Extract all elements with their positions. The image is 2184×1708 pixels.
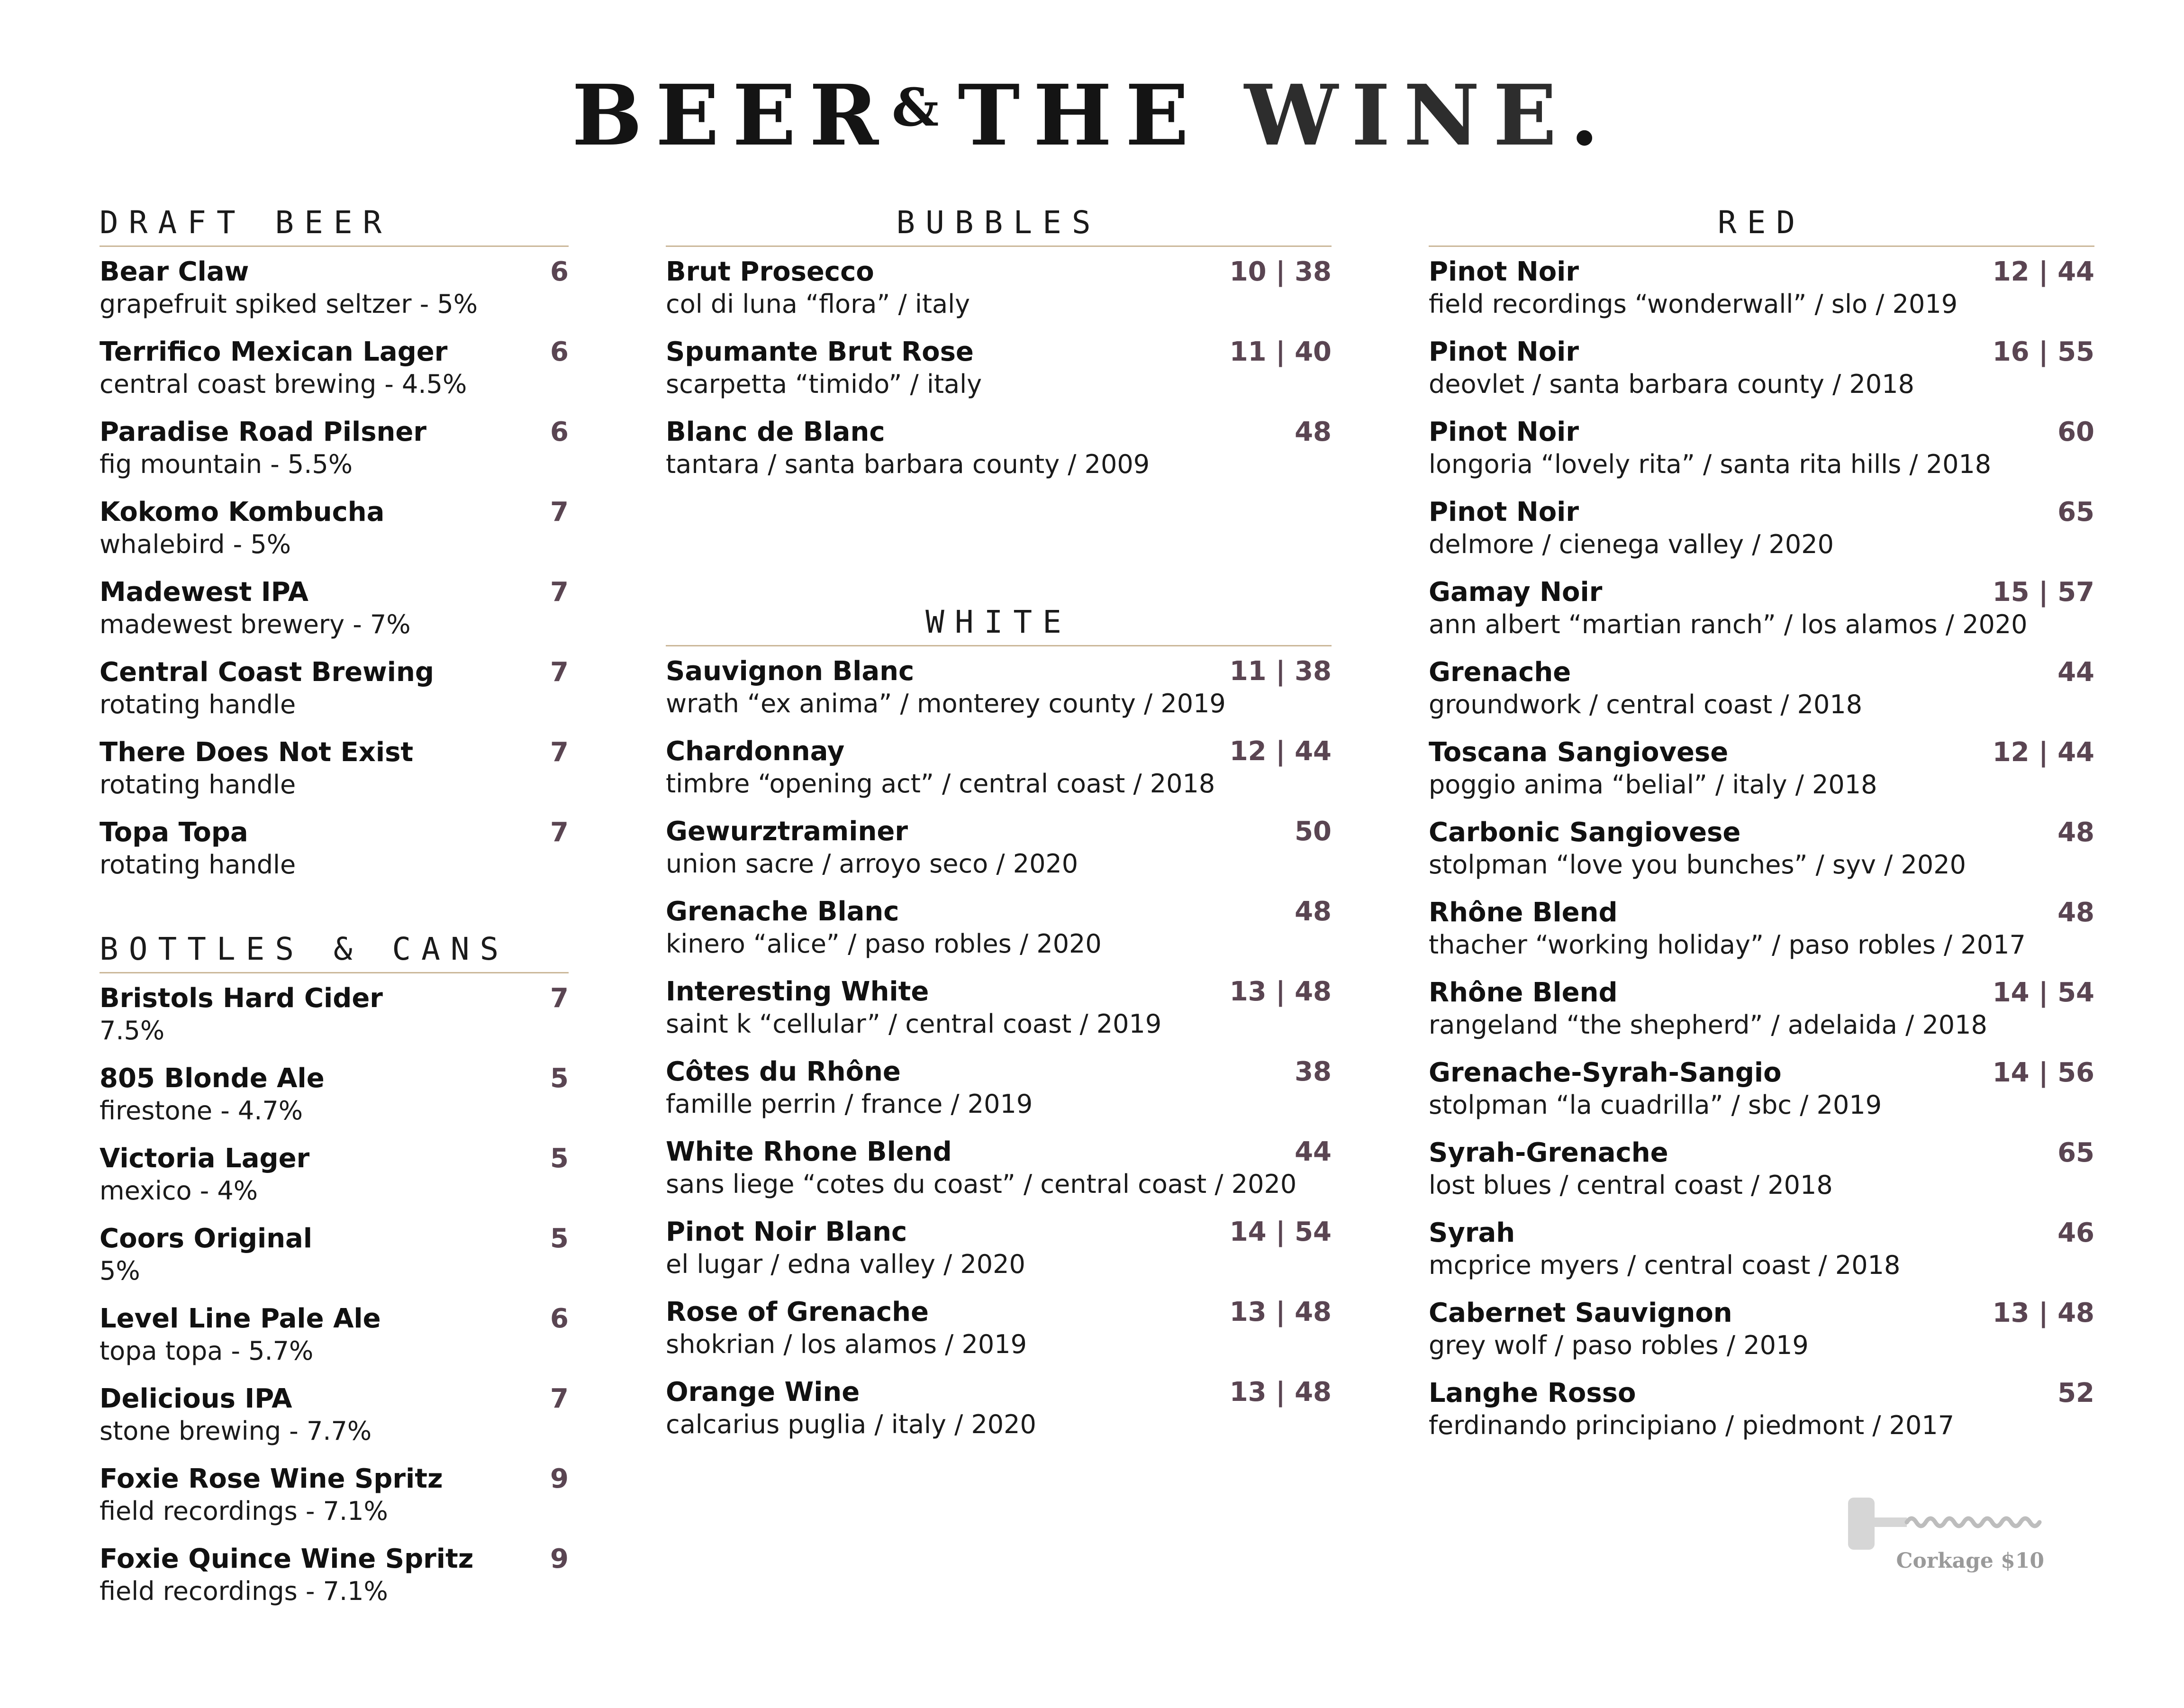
item-description: grapefruit spiked seltzer - 5% [100, 289, 478, 319]
item-price: 12 | 44 [1992, 256, 2094, 287]
item-price: 50 [1295, 816, 1332, 847]
item-description: ann albert “martian ranch” / los alamos / 2020 [1429, 609, 2028, 639]
item-description: madewest brewery - 7% [100, 609, 411, 639]
item-description: field recordings “wonderwall” / slo / 2019 [1429, 289, 1958, 319]
item-name: Brut Prosecco [666, 256, 874, 287]
item-name: Toscana Sangiovese [1429, 737, 1729, 768]
item-name: Terrifico Mexican Lager [100, 336, 448, 367]
item-price: 44 [1295, 1136, 1332, 1167]
item-price: 5 [550, 1143, 569, 1174]
item-price: 65 [2057, 497, 2094, 527]
item-name: Rose of Grenache [666, 1297, 929, 1327]
bottles-cans-title: BOTTLES & CANS [100, 930, 569, 973]
item-description: grey wolf / paso robles / 2019 [1429, 1330, 1809, 1360]
item-description: thacher “working holiday” / paso robles / 2017 [1429, 930, 2026, 960]
item-name: Level Line Pale Ale [100, 1303, 381, 1334]
menu-item [100, 1222, 569, 1302]
item-description: wrath “ex anima” / monterey county / 2019 [666, 689, 1226, 718]
item-price: 38 [1295, 1056, 1332, 1087]
item-name: Pinot Noir [1429, 417, 1579, 447]
item-description: tantara / santa barbara county / 2009 [666, 449, 1150, 479]
logo-wine: WINE [1244, 66, 1570, 164]
item-description: mexico - 4% [100, 1176, 258, 1206]
item-name: Victoria Lager [100, 1143, 310, 1174]
bottles-cans-section [100, 930, 569, 1623]
item-description: rotating handle [100, 850, 296, 880]
item-description: stone brewing - 7.7% [100, 1416, 372, 1446]
item-price: 5 [550, 1223, 569, 1254]
menu-item [100, 255, 569, 336]
menu-item [666, 895, 1332, 975]
item-price: 12 | 44 [1229, 736, 1332, 767]
bubbles-list [666, 255, 1332, 496]
menu-item [100, 416, 569, 496]
logo-beer: BEER [571, 66, 892, 164]
menu-item [1429, 1056, 2094, 1136]
item-description: stolpman “la cuadrilla” / sbc / 2019 [1429, 1090, 1882, 1120]
item-name: Orange Wine [666, 1377, 860, 1408]
bubbles-title: BUBBLES [666, 204, 1332, 247]
item-price: 5 [550, 1063, 569, 1094]
item-description: timbre “opening act” / central coast / 2018 [666, 769, 1215, 799]
item-name: Interesting White [666, 976, 929, 1007]
item-price: 13 | 48 [1992, 1298, 2094, 1328]
menu-item [666, 815, 1332, 895]
item-name: Chardonnay [666, 736, 845, 767]
item-price: 60 [2057, 417, 2094, 447]
menu-item [100, 1302, 569, 1382]
item-description: saint k “cellular” / central coast / 2019 [666, 1009, 1162, 1039]
menu-item [100, 736, 569, 816]
item-price: 7 [550, 817, 569, 848]
item-price: 48 [1295, 417, 1332, 447]
corkscrew-icon [1848, 1498, 2047, 1550]
white-list [666, 655, 1332, 1456]
item-name: Carbonic Sangiovese [1429, 817, 1741, 848]
item-price: 52 [2057, 1378, 2094, 1408]
menu-item [1429, 816, 2094, 896]
item-name: White Rhone Blend [666, 1136, 952, 1167]
red-title: RED [1429, 204, 2094, 247]
logo-dot: . [1570, 66, 1613, 164]
item-name: Rhône Blend [1429, 897, 1618, 928]
item-price: 15 | 57 [1992, 577, 2094, 608]
menu-item [100, 1543, 569, 1623]
item-description: rangeland “the shepherd” / adelaida / 2018 [1429, 1010, 1987, 1040]
item-description: field recordings - 7.1% [100, 1576, 388, 1606]
menu-item [666, 735, 1332, 815]
item-name: Rhône Blend [1429, 977, 1618, 1008]
item-description: poggio anima “belial” / italy / 2018 [1429, 770, 1877, 799]
item-description: field recordings - 7.1% [100, 1496, 388, 1526]
item-name: Spumante Brut Rose [666, 336, 974, 367]
item-price: 48 [2057, 897, 2094, 928]
corkage-badge [1848, 1498, 2047, 1573]
menu-item [1429, 576, 2094, 656]
item-description: 7.5% [100, 1016, 165, 1045]
menu-item [666, 975, 1332, 1055]
item-price: 16 | 55 [1992, 336, 2094, 367]
menu-item [100, 1382, 569, 1463]
item-name: Paradise Road Pilsner [100, 417, 427, 447]
item-name: Bristols Hard Cider [100, 983, 383, 1014]
item-price: 7 [550, 983, 569, 1014]
item-description: el lugar / edna valley / 2020 [666, 1249, 1025, 1279]
menu-item [666, 416, 1332, 496]
item-name: Foxie Rose Wine Spritz [100, 1463, 443, 1494]
menu-item [666, 336, 1332, 416]
item-price: 65 [2057, 1137, 2094, 1168]
item-price: 46 [2057, 1217, 2094, 1248]
item-name: Gewurztraminer [666, 816, 908, 847]
draft-beer-list [100, 255, 569, 896]
item-name: Blanc de Blanc [666, 417, 885, 447]
menu-item [1429, 896, 2094, 976]
menu-item [666, 1216, 1332, 1296]
item-price: 7 [550, 737, 569, 768]
white-title: WHITE [666, 603, 1332, 646]
item-price: 6 [550, 417, 569, 447]
item-name: Syrah [1429, 1217, 1515, 1248]
item-name: Kokomo Kombucha [100, 497, 385, 527]
menu-item [666, 1376, 1332, 1456]
item-name: Grenache Blanc [666, 896, 899, 927]
item-description: sans liege “cotes du coast” / central coast / 2020 [666, 1169, 1297, 1199]
logo-ampersand: & [892, 77, 958, 138]
item-name: Grenache [1429, 657, 1571, 688]
menu-item [100, 496, 569, 576]
item-price: 14 | 54 [1229, 1217, 1332, 1247]
item-price: 13 | 48 [1229, 976, 1332, 1007]
item-description: shokrian / los alamos / 2019 [666, 1329, 1027, 1359]
menu-item [100, 1142, 569, 1222]
item-price: 7 [550, 497, 569, 527]
item-price: 9 [550, 1544, 569, 1574]
item-price: 7 [550, 1383, 569, 1414]
item-name: Gamay Noir [1429, 577, 1603, 608]
item-name: Coors Original [100, 1223, 313, 1254]
menu-item [1429, 416, 2094, 496]
menu-item [1429, 1297, 2094, 1377]
menu-item [100, 1062, 569, 1142]
item-name: 805 Blonde Ale [100, 1063, 325, 1094]
item-name: Pinot Noir [1429, 497, 1579, 527]
item-price: 11 | 40 [1229, 336, 1332, 367]
menu-item [100, 336, 569, 416]
item-price: 14 | 56 [1992, 1057, 2094, 1088]
item-description: scarpetta “timido” / italy [666, 369, 982, 399]
corkage-label: Corkage $10 [1896, 1549, 2044, 1573]
menu-item [666, 1296, 1332, 1376]
red-list [1429, 255, 2094, 1457]
item-description: stolpman “love you bunches” / syv / 2020 [1429, 850, 1966, 880]
menu-item [1429, 1136, 2094, 1217]
item-name: Grenache-Syrah-Sangio [1429, 1057, 1782, 1088]
draft-beer-section [100, 204, 569, 896]
item-price: 44 [2057, 657, 2094, 688]
item-price: 13 | 48 [1229, 1297, 1332, 1327]
item-description: kinero “alice” / paso robles / 2020 [666, 929, 1102, 959]
item-price: 7 [550, 657, 569, 688]
item-description: famille perrin / france / 2019 [666, 1089, 1033, 1119]
item-name: Topa Topa [100, 817, 248, 848]
item-price: 12 | 44 [1992, 737, 2094, 768]
logo-the: THE [958, 66, 1202, 164]
item-name: Central Coast Brewing [100, 657, 434, 688]
item-price: 6 [550, 336, 569, 367]
item-price: 6 [550, 1303, 569, 1334]
item-description: whalebird - 5% [100, 529, 291, 559]
menu-item [1429, 1377, 2094, 1457]
item-description: rotating handle [100, 690, 296, 719]
item-name: Bear Claw [100, 256, 249, 287]
item-description: rotating handle [100, 770, 296, 799]
item-description: longoria “lovely rita” / santa rita hills / 2018 [1429, 449, 1992, 479]
item-description: union sacre / arroyo seco / 2020 [666, 849, 1078, 879]
item-description: calcarius puglia / italy / 2020 [666, 1409, 1036, 1439]
item-description: central coast brewing - 4.5% [100, 369, 467, 399]
menu-item [666, 255, 1332, 336]
item-name: Foxie Quince Wine Spritz [100, 1544, 474, 1574]
item-name: Langhe Rosso [1429, 1378, 1636, 1408]
item-description: delmore / cienega valley / 2020 [1429, 529, 1834, 559]
item-description: fig mountain - 5.5% [100, 449, 353, 479]
item-name: Delicious IPA [100, 1383, 292, 1414]
menu-item [666, 1136, 1332, 1216]
menu-item [1429, 976, 2094, 1056]
menu-item [1429, 336, 2094, 416]
menu-item [100, 576, 569, 656]
item-price: 10 | 38 [1229, 256, 1332, 287]
menu-item [1429, 255, 2094, 336]
menu-item [100, 656, 569, 736]
item-description: topa topa - 5.7% [100, 1336, 314, 1366]
menu-item [100, 1463, 569, 1543]
red-section [1429, 204, 2094, 1457]
item-price: 11 | 38 [1229, 656, 1332, 687]
item-description: ferdinando principiano / piedmont / 2017 [1429, 1410, 1955, 1440]
menu-item [666, 655, 1332, 735]
item-name: Syrah-Grenache [1429, 1137, 1668, 1168]
item-description: mcprice myers / central coast / 2018 [1429, 1250, 1901, 1280]
item-description: 5% [100, 1256, 140, 1286]
item-name: Sauvignon Blanc [666, 656, 915, 687]
item-description: col di luna “flora” / italy [666, 289, 970, 319]
item-name: There Does Not Exist [100, 737, 414, 768]
item-name: Pinot Noir Blanc [666, 1217, 907, 1247]
item-name: Pinot Noir [1429, 256, 1579, 287]
menu-logo [0, 66, 2184, 164]
white-section [666, 603, 1332, 1456]
item-name: Cabernet Sauvignon [1429, 1298, 1732, 1328]
item-price: 48 [2057, 817, 2094, 848]
item-name: Madewest IPA [100, 577, 308, 608]
draft-beer-title: DRAFT BEER [100, 204, 569, 247]
item-price: 6 [550, 256, 569, 287]
menu-item [1429, 736, 2094, 816]
item-price: 13 | 48 [1229, 1377, 1332, 1408]
menu-item [1429, 656, 2094, 736]
bottles-cans-list [100, 982, 569, 1623]
item-description: deovlet / santa barbara county / 2018 [1429, 369, 1914, 399]
item-description: groundwork / central coast / 2018 [1429, 690, 1863, 719]
item-price: 48 [1295, 896, 1332, 927]
item-description: firestone - 4.7% [100, 1096, 303, 1126]
menu-item [666, 1055, 1332, 1136]
menu-item [100, 816, 569, 896]
bubbles-section [666, 204, 1332, 496]
item-price: 7 [550, 577, 569, 608]
menu-item [100, 982, 569, 1062]
item-price: 9 [550, 1463, 569, 1494]
item-description: lost blues / central coast / 2018 [1429, 1170, 1833, 1200]
menu-item [1429, 1217, 2094, 1297]
menu-item [1429, 496, 2094, 576]
item-price: 14 | 54 [1992, 977, 2094, 1008]
item-name: Pinot Noir [1429, 336, 1579, 367]
item-name: Côtes du Rhône [666, 1056, 901, 1087]
